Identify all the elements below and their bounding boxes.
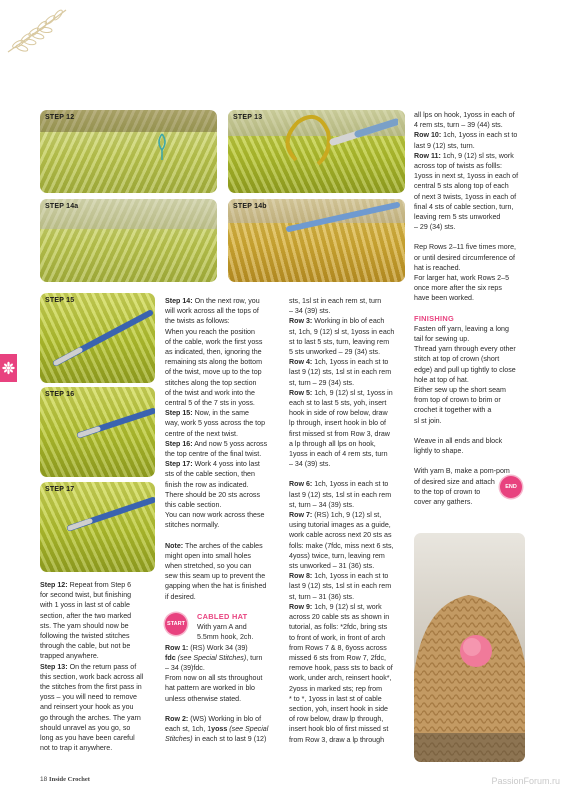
text-line: last 9 (12) sts, turn. (414, 141, 475, 150)
page-number: 18 (40, 776, 48, 783)
text-line: With yarn A and (197, 623, 247, 632)
text-line: remove hook, pass sts to back of (289, 664, 393, 673)
text-line: For larger hat, work Rows 2–5 (414, 274, 510, 283)
text-line: sts, 1sl st in each rem st, turn (289, 297, 382, 305)
text-line: with 1 yoss in last st of cable (40, 601, 130, 610)
text-line: When you reach the position (165, 327, 255, 336)
text-line: from Row 3, draw a lp through (289, 735, 385, 744)
text-line: last 9 (12) sts, 1sl st in each rem (289, 368, 392, 377)
watermark: PassionForum.ru (491, 776, 560, 786)
text-line: Step 13: On the return pass of (40, 662, 137, 671)
text-line: the twists as follows: (165, 317, 230, 326)
text-line: Row 2: (WS) Working in blo of (165, 714, 262, 723)
text-line: edge) and pull up tightly to close (414, 365, 516, 374)
text-line: section, after the two marked (40, 611, 132, 620)
text-line: tail for sewing up. (414, 335, 470, 344)
text-line: From now on all sts throughout (165, 674, 263, 683)
end-badge: END (500, 476, 522, 498)
column-1 (40, 580, 158, 753)
text-line: missed 6 sts from Row 7, 2fdc, (289, 653, 386, 662)
text-line: and reinsert your hook as you (40, 703, 134, 712)
photo-label: STEP 14a (45, 203, 79, 210)
section-tab (0, 354, 17, 382)
text-line: unless otherwise stated. (165, 694, 242, 703)
text-line: remaining sts along the bottom (165, 358, 263, 367)
text-line: across top of twists as follls: (414, 162, 502, 171)
text-line: There should be 20 sts across (165, 490, 261, 499)
text-line: not to trap it anywhere. (40, 744, 113, 753)
text-line: 2yoss in marked sts; rep from (289, 684, 383, 693)
text-line: Row 6: 1ch, 1yoss in each st to (289, 480, 389, 489)
text-line: lp through, insert hook in blo of (289, 419, 387, 428)
text-line: 5.5mm hook, 2ch. (197, 633, 254, 642)
text-line: st, turn – 34 (39) sts. (289, 500, 355, 509)
text-line: Step 17: Work 4 yoss into last (165, 460, 260, 469)
text-line: insert hook blo of first missed st (289, 725, 389, 734)
text-line: st, turn – 29 (34) sts. (289, 378, 355, 387)
text-line: central 5 of the 7 sts in yoss. (165, 399, 255, 408)
text-line: last 9 (12) sts, 1sl st in each rem (289, 490, 392, 499)
column-2 (165, 296, 283, 744)
text-line: st to last 5 sts, turn, leaving rem (289, 337, 390, 346)
text-line: finish the row as indicated. (165, 480, 249, 489)
photo-step-14b (228, 199, 405, 282)
text-line: sts of the cable section, then (165, 470, 255, 479)
text-line: each st, 1ch, 1yoss (see Special (165, 724, 269, 733)
hat-illustration (414, 533, 525, 762)
text-line: hat pattern are worked in blo (165, 684, 255, 693)
photo-label: STEP 17 (45, 486, 75, 493)
text-line: each st to last 5 sts, yoh, insert (289, 399, 387, 408)
text-line: Row 7: (RS) 1ch, 9 (12) sl st, (289, 511, 382, 520)
text-line: of the twist, move up to the top (165, 368, 262, 377)
crochet-hook-icon (40, 482, 155, 572)
text-line: work, under arch, reinsert hook*, (289, 674, 392, 683)
photo-label: STEP 16 (45, 391, 75, 398)
text-line: go through the arches. The yarn (40, 713, 141, 722)
text-line: final 4 sts of cable section, turn, (414, 202, 514, 211)
text-line: Fasten off yarn, leaving a long (414, 324, 509, 333)
text-line: Either sew up the short seam (414, 386, 506, 395)
text-line: leaving rem 5 sts unworked (414, 213, 501, 222)
text-line: this cable section. (165, 501, 222, 510)
text-line: Thread yarn through every other (414, 345, 516, 354)
text-line: You can now work across these (165, 511, 265, 520)
text-line: sew this seam up to prevent the (165, 572, 266, 581)
text-line: Row 8: 1ch, 1yoss in each st to (289, 572, 389, 581)
photo-step-15 (40, 293, 155, 383)
text-line: to front of work, in front of arch (289, 633, 386, 642)
text-line: stitch at top of crown (short (414, 355, 500, 364)
text-line: last 9 (12) sts, 1sl st in each rem (289, 582, 392, 591)
text-line: Row 1: (RS) Work 34 (39) (165, 643, 248, 652)
crochet-hook-icon (283, 199, 403, 239)
text-line: of the cable, work the first yoss (165, 337, 263, 346)
text-line: With yarn B, make a pom-pom (414, 467, 510, 476)
photo-label: STEP 14b (233, 203, 267, 210)
text-line: Rep Rows 2–11 five times more, (414, 243, 516, 252)
text-line: – 29 (34) sts. (414, 223, 456, 232)
text-line: the stitches from the first pass in (40, 683, 142, 692)
text-line: first missed st from Row 3, draw (289, 429, 390, 438)
text-line: cover any gathers. (414, 497, 473, 506)
text-line: across 20 cable sts as shown in (289, 613, 390, 622)
text-line: centre of the next twist. (165, 429, 238, 438)
photo-label: STEP 13 (233, 114, 263, 121)
text-line: central 5 sts along top of each (414, 182, 509, 191)
text-line: hook in side of row below, draw (289, 409, 388, 418)
text-line: – 34 (39) sts. (289, 460, 331, 469)
text-line: of the twist and work into the (165, 388, 255, 397)
magazine-name: Inside Crochet (49, 776, 90, 783)
text-line: Note: The arches of the cables (165, 541, 263, 550)
text-line: should unravel as you go, so (40, 723, 131, 732)
text-line: through the cable, but not be (40, 642, 131, 651)
photo-label: STEP 15 (45, 297, 75, 304)
text-line: Step 12: Repeat from Step 6 (40, 581, 132, 589)
column-3 (289, 296, 409, 745)
text-line: hat is reached. (414, 263, 461, 272)
text-line: 4yoss) twice, turn, leaving rem (289, 551, 385, 560)
text-line: tutorial, as folls: *2fdc, bring sts (289, 623, 388, 632)
text-line: all lps on hook, 1yoss in each of (414, 111, 515, 119)
text-line: as indicated, then, ignoring the (165, 348, 262, 357)
text-line: stitches along the top section (165, 378, 257, 387)
text-line: 5 sts unworked – 29 (34) sts. (289, 348, 381, 357)
text-line: of desired size and attach (414, 477, 495, 486)
text-line: of next 3 twists, 1yoss in each of (414, 192, 517, 201)
photo-step-12 (40, 110, 217, 193)
crochet-hook-icon (40, 387, 155, 477)
text-line: the top centre of the final twist. (165, 450, 262, 459)
text-line: gapping when the hat is finished (165, 582, 267, 591)
flower-icon (0, 354, 17, 382)
text-line: fdc (see Special Stitches), turn (165, 653, 263, 662)
text-line: stitches normally. (165, 521, 220, 530)
text-line: Row 11: 1ch, 9 (12) sl sts, work (414, 151, 514, 160)
photo-step-14a (40, 199, 217, 282)
photo-step-16 (40, 387, 155, 477)
text-line: work cable across next 20 sts as (289, 531, 392, 540)
text-line: st, turn – 31 (36) sts. (289, 592, 355, 601)
text-line: crochet it together with a (414, 406, 492, 415)
text-line: have been worked. (414, 294, 474, 303)
text-line: sts. The yarn should now be (40, 621, 129, 630)
text-line: Row 4: 1ch, 1yoss in each st to (289, 358, 389, 367)
text-line: once more after the six reps (414, 284, 502, 293)
text-line: * to *, 1yoss in last st of cable (289, 694, 382, 703)
text-line: – 34 (39) sts. (289, 307, 331, 316)
text-line: for second twist, but finishing (40, 591, 132, 600)
text-line: section, yoh, insert hook in side (289, 704, 388, 713)
text-line: way, work 5 yoss across the top (165, 419, 266, 428)
photo-step-17 (40, 482, 155, 572)
section-heading: FINISHING (414, 313, 455, 323)
section-heading: CABLED HAT (197, 611, 248, 621)
text-line: folls: make (7fdc, miss next 6 sts, (289, 541, 394, 550)
text-line: Step 15: Now, in the same (165, 409, 249, 418)
text-line: sts unworked – 31 (36) sts. (289, 562, 375, 571)
text-line: if desired. (165, 592, 196, 601)
text-line: st, 1ch, 9 (12) sl st, 1yoss in each (289, 327, 395, 336)
text-line: Row 3: Working in blo of each (289, 317, 385, 326)
text-line: 4 rem sts, turn – 39 (44) sts. (414, 121, 503, 130)
hook-and-yarn-icon (258, 112, 398, 182)
text-line: of row below, draw lp through, (289, 715, 384, 724)
text-line: following the twisted stitches (40, 632, 130, 641)
text-line: this section, work back across all (40, 672, 144, 681)
text-line: yoss – you will need to remove (40, 693, 137, 702)
text-line: 1yoss in each of 4 rem sts, turn (289, 450, 388, 459)
text-line: when stretched, so you can (165, 562, 252, 571)
cabled-hat-section (165, 612, 283, 643)
column-4 (414, 110, 539, 507)
text-line: from Rows 7 & 8, 6yoss across (289, 643, 387, 652)
text-line: Weave in all ends and block (414, 436, 503, 445)
photo-label: STEP 12 (45, 114, 75, 121)
text-line: Row 9: 1ch, 9 (12) sl st, work (289, 602, 382, 611)
stitch-marker-icon (152, 132, 172, 162)
photo-step-13 (228, 110, 405, 193)
text-line: or until desired circumference of (414, 253, 515, 262)
photo-finished-hat (414, 533, 525, 762)
text-line: will work across all the tops of (165, 307, 259, 316)
text-line: – 34 (39)fdc. (165, 663, 205, 672)
text-line: using tutorial images as a guide, (289, 521, 391, 530)
text-line: Row 5: 1ch, 9 (12) sl st, 1yoss in (289, 388, 393, 397)
text-line: sl st join. (414, 416, 442, 425)
text-line: Step 16: And now 5 yoss across (165, 439, 268, 448)
text-line: Row 10: 1ch, 1yoss in each st to (414, 131, 518, 140)
text-line: Step 14: On the next row, you (165, 297, 260, 305)
text-line: a lp through all lps on hook, (289, 439, 376, 448)
text-line: trapped anywhere. (40, 652, 99, 661)
page-footer (40, 776, 90, 783)
text-line: from top of crown to brim or (414, 396, 501, 405)
text-line: might open into small holes (165, 551, 251, 560)
text-line: hole at top of hat. (414, 375, 469, 384)
start-badge: START (165, 613, 187, 635)
text-line: to the top of crown to (414, 487, 481, 496)
text-line: 1yoss in next st, 1yoss in each of (414, 172, 519, 181)
wheat-sprig-decoration (4, 4, 74, 56)
text-line: lightly to shape. (414, 447, 464, 456)
crochet-hook-icon (40, 293, 155, 383)
text-line: long as you have been careful (40, 734, 135, 743)
text-line: Stitches) in each st to last 9 (12) (165, 735, 267, 744)
